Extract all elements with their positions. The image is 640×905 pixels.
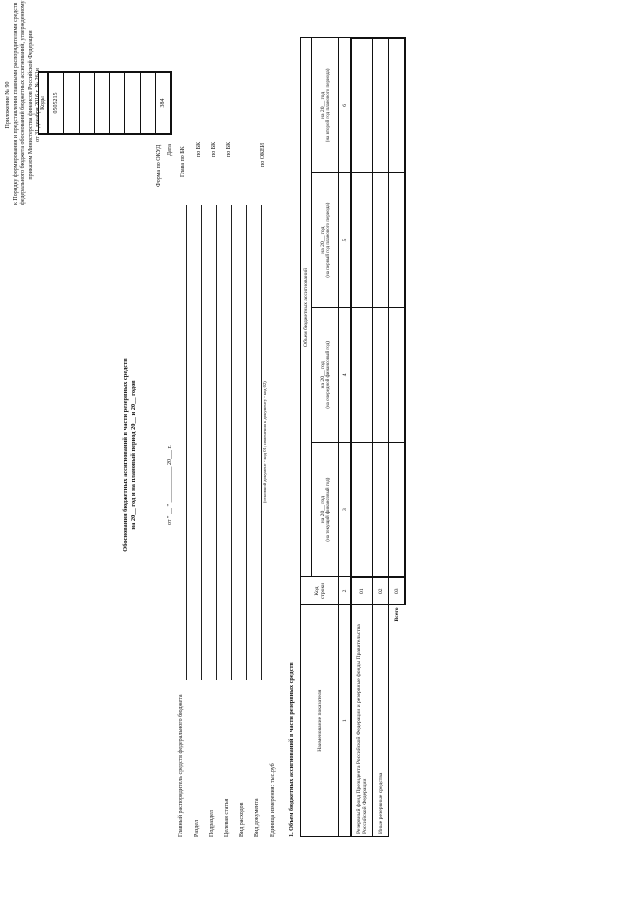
target-label: Целевая статья: [224, 798, 230, 837]
table-cell: [389, 308, 406, 443]
bk-code: [94, 72, 109, 134]
bk-label: по БК: [196, 141, 202, 157]
field-underline: [231, 205, 232, 680]
year-label: на 20__ год: [319, 496, 326, 524]
year-header: [312, 38, 339, 173]
col-number: 6: [339, 38, 352, 173]
unit-label: Единица измерения:: [270, 784, 276, 837]
date-line: от " __ " ____________ 20___ г.: [167, 445, 173, 525]
form-label: Форма по ОКУД: [156, 144, 162, 187]
doc-type-code: [140, 72, 155, 134]
appendix-line: от 31 декабря 2016 г. № 261н: [35, 68, 41, 142]
form-code: 0505215: [48, 72, 64, 134]
doc-type-label: Вид документа: [254, 798, 260, 837]
year-label: на 20__ год: [319, 91, 326, 119]
row-name: Всего: [389, 605, 406, 837]
col-code-header: Код строки: [301, 577, 339, 605]
subsection-label: Подраздел: [209, 810, 215, 837]
col-number: 4: [339, 308, 352, 443]
okei-code: 384: [156, 72, 172, 134]
unit-value: тыс.руб: [270, 763, 276, 783]
year-header: [312, 308, 339, 443]
table-row: [351, 38, 373, 837]
title-line-2: на 20__ год и на плановый период 20__ и 20__ годов: [130, 380, 137, 530]
okei-label: по ОКЕИ: [260, 142, 266, 167]
doc-type-hint: (основной документ - код 01; изменения к документу - код 02): [262, 381, 267, 503]
year-sub: (на текущий финансовый год): [325, 477, 331, 542]
codes-box: [38, 71, 172, 135]
table-cell: [351, 173, 373, 308]
title-line-1: Обоснования бюджетных ассигнований в части резервных средств: [122, 358, 129, 552]
table-cell: [373, 173, 389, 308]
date-code: [64, 72, 79, 134]
row-code: 03: [389, 577, 406, 605]
field-underline: [186, 205, 187, 680]
glava-label: Глава по БК: [180, 146, 186, 177]
year-header: [312, 173, 339, 308]
table-cell: [389, 173, 406, 308]
field-underline: [201, 205, 202, 680]
year-sub: (на первый год планового периода): [325, 202, 331, 278]
year-label: на 20__ год: [319, 226, 326, 254]
document-title: [122, 305, 138, 605]
appendix-line: к Порядку формирования и представления главными распорядителями средств: [12, 2, 19, 205]
col-number: 5: [339, 173, 352, 308]
table-cell: [373, 308, 389, 443]
col-number: 3: [339, 442, 352, 577]
row-name: Резервный фонд Президента Российской Федерации и резервные фонды Правительства Российской Федерации: [351, 605, 373, 837]
appendix-line: приказом Министерства финансов Российской Федерации: [27, 30, 34, 180]
glava-code: [79, 72, 94, 134]
col-volume-header: Объем бюджетных ассигнований: [301, 38, 312, 577]
expense-type-label: Вид расходов: [239, 802, 245, 837]
table-cell: [351, 38, 373, 173]
table-cell: [389, 38, 406, 173]
table-row: [389, 38, 406, 837]
table-cell: [373, 442, 389, 577]
year-sub: (на второй год планового периода): [325, 68, 331, 143]
section-title: 1. Объем бюджетных ассигнований в части резервных средств: [288, 662, 295, 837]
bk-code: [110, 72, 125, 134]
table-row: [373, 38, 389, 837]
table-cell: [351, 308, 373, 443]
bk-label: по БК: [226, 141, 232, 157]
appendix-header: [5, 0, 43, 205]
codes-header: Коды: [39, 72, 49, 134]
year-sub: (на очередной финансовый год): [325, 341, 331, 409]
appendix-title: Приложение № 90: [5, 81, 11, 129]
row-name: Иные резервные средства: [373, 605, 389, 837]
bk-code: [125, 72, 140, 134]
field-underline: [246, 205, 247, 680]
date-label: Дата: [167, 144, 173, 156]
row-code: 01: [351, 577, 373, 605]
bk-label: по БК: [211, 141, 217, 157]
appendix-line: федерального бюджета обоснований бюджетных ассигнований, утвержденному: [20, 0, 26, 205]
section-label: Раздел: [194, 820, 200, 837]
col-number: 1: [339, 605, 352, 837]
year-label: на 20__ год: [319, 361, 326, 389]
col-name-header: Наименование показателя: [301, 605, 339, 837]
year-header: [312, 442, 339, 577]
table-cell: [373, 38, 389, 173]
budget-table: [300, 37, 406, 837]
table-cell: [351, 442, 373, 577]
field-underline: [216, 205, 217, 680]
row-code: 02: [373, 577, 389, 605]
table-cell: [389, 442, 406, 577]
chief-label: Главный распорядитель средств федерального бюджета: [178, 694, 184, 837]
col-number: 2: [339, 577, 352, 605]
